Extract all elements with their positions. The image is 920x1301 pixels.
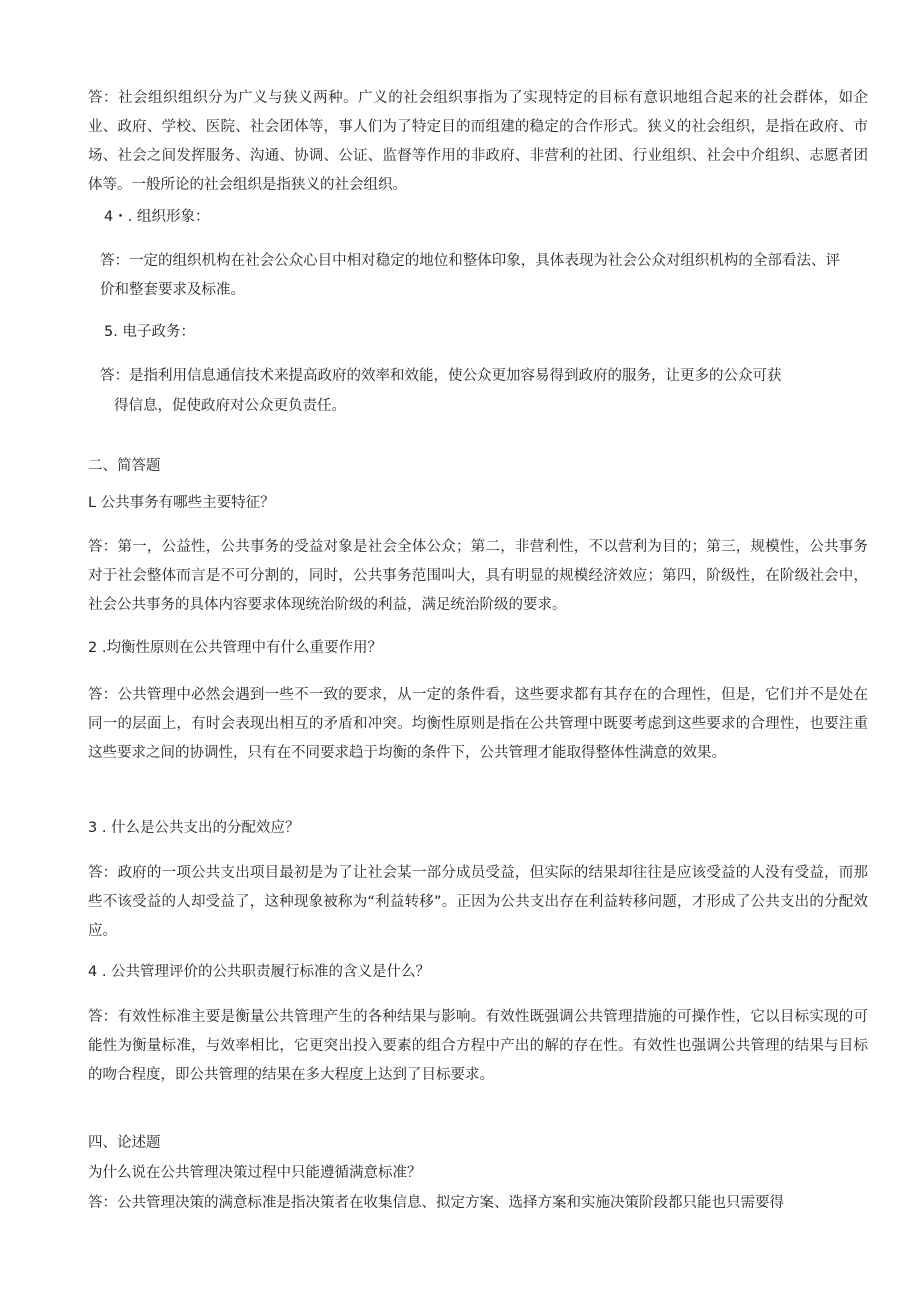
section-short-answer-heading: 二、简答题 [88, 458, 161, 474]
answer-2: 答：公共管理中必然会遇到一些不一致的要求，从一定的条件看，这些要求都有其存在的合理性，但是，它们并不是处在同一的层面上，有时会表现出相互的矛盾和冲突。均衡性原则是指在公共管理中既要考虑到这些要求的合理性，也要注重这些要求之间的协调性，只有在不同要求趋于均衡的条件下，公共管理才能取得整体性满意的效果。 [88, 687, 868, 761]
answer-3: 答：政府的一项公共支出项目最初是为了让社会某一部分成员受益，但实际的结果却往往是应该受益的人没有受益，而那些不该受益的人却受益了，这种现象被称为“利益转移”。正因为公共支出存在利益转移问题，才形成了公共支出的分配效应。 [88, 865, 868, 939]
section-essay-heading: 四、论述题 [88, 1135, 161, 1151]
question-5: 为什么说在公共管理决策过程中只能遵循满意标准？ [88, 1165, 422, 1181]
answer-organization-image: 答：一定的组织机构在社会公众心目中相对稳定的地位和整体印象，具体表现为社会公众对组织机构的全部看法、评价和整套要求及标准。 [100, 253, 840, 298]
answer-e-government-line1: 答：是指利用信息通信技术来提高政府的效率和效能，使公众更加容易得到政府的服务，让更多的公众可获 [100, 368, 782, 384]
answer-1: 答：第一，公益性，公共事务的受益对象是社会全体公众；第二，非营利性，不以营利为目的；第三，规模性，公共事务对于社会整体而言是不可分割的，同时，公共事务范围叫大，具有明显的规模经济效应；第四，阶级性，在阶级社会中，社会公共事务的具体内容要求体现统治阶级的利益，满足统治阶级的要求。 [88, 539, 868, 613]
answer-4: 答：有效性标准主要是衡量公共管理产生的各种结果与影响。有效性既强调公共管理措施的可操作性，它以目标实现的可能性为衡量标准，与效率相比，它更突出投入要素的组合方程中产出的解的存在性。有效性也强调公共管理的结果与目标的吻合程度，即公共管理的结果在多大程度上达到了目标要求。 [88, 1009, 868, 1083]
answer-e-government-line2: 得信息，促使政府对公众更负责任。 [114, 398, 346, 414]
question-2: 2 .均衡性原则在公共管理中有什么重要作用？ [88, 640, 382, 656]
answer-social-organization: 答：社会组织组织分为广义与狭义两种。广义的社会组织事指为了实现特定的目标有意识地组合起来的社会群体，如企业、政府、学校、医院、社会团体等，事人们为了特定目的而组建的稳定的合作形式。狭义的社会组织，是指在政府、市场、社会之间发挥服务、沟通、协调、公证、监督等作用的非政府、非营利的社团、行业组织、社会中介组织、志愿者团体等。一般所论的社会组织是指狭义的社会组织。 [88, 90, 868, 193]
question-4: 4 . 公共管理评价的公共职责履行标准的含义是什么？ [88, 964, 431, 980]
question-3: 3 . 什么是公共支出的分配效应？ [88, 820, 300, 836]
question-1: L 公共事务有哪些主要特征？ [88, 495, 275, 511]
answer-5-partial: 答：公共管理决策的满意标准是指决策者在收集信息、拟定方案、选择方案和实施决策阶段都只能也只需要得 [88, 1195, 784, 1211]
item-4-heading: 4・. 组织形象： [104, 209, 210, 225]
item-5-heading: 5. 电子政务： [104, 324, 195, 340]
